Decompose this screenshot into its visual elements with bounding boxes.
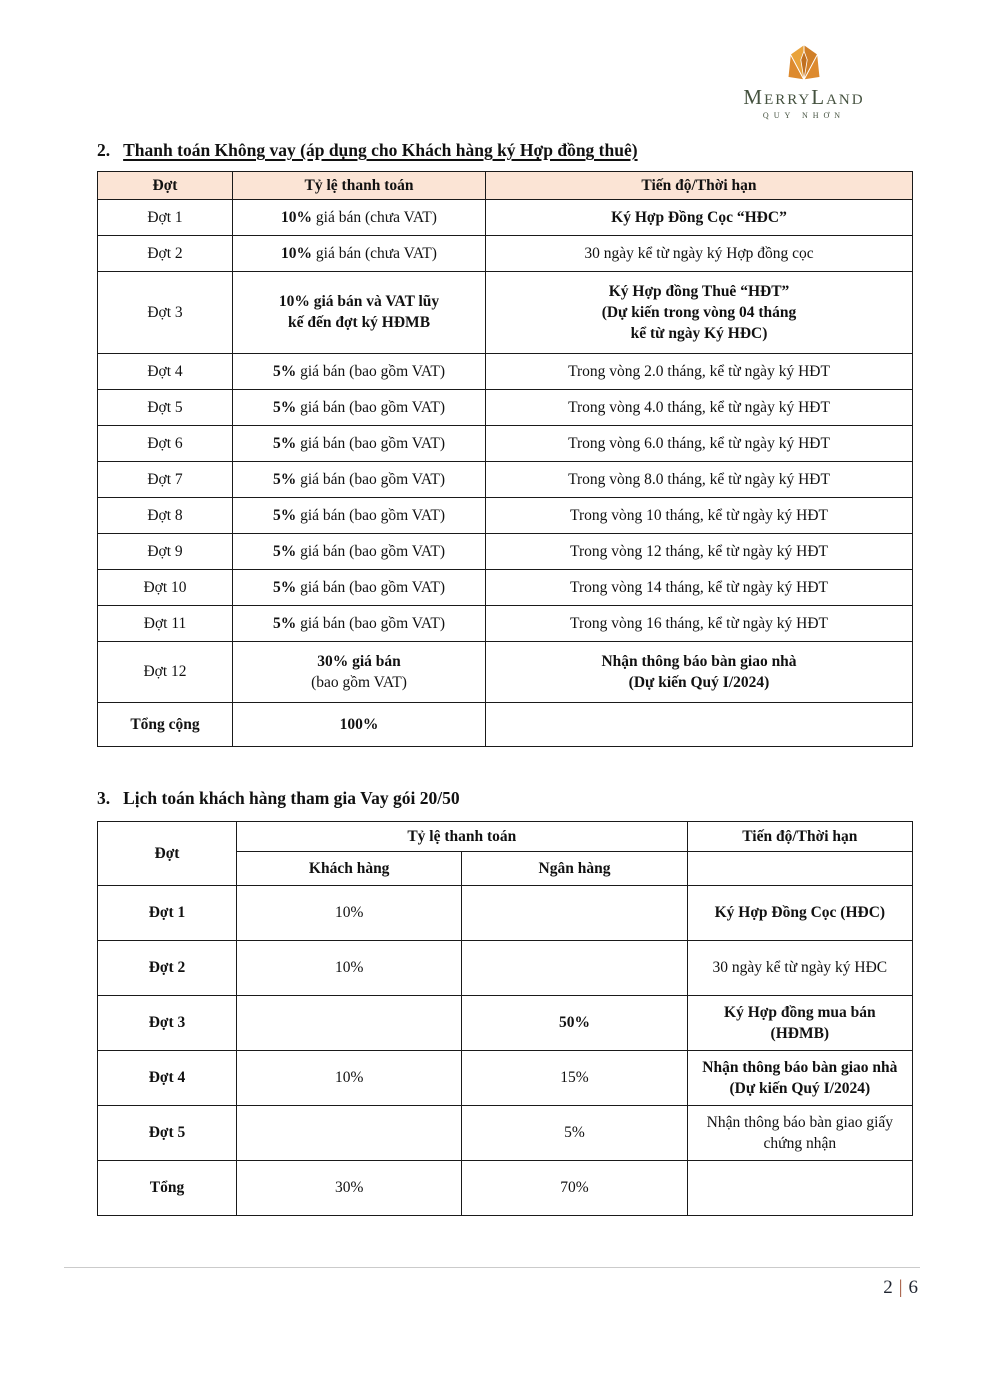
cell-progress: Ký Hợp Đồng Cọc “HĐC” — [486, 199, 913, 235]
page-total: 6 — [908, 1277, 918, 1298]
cell-progress: 30 ngày kể từ ngày ký Hợp đồng cọc — [486, 235, 913, 271]
footer-divider — [64, 1267, 920, 1268]
cell-dot: Đợt 4 — [98, 353, 233, 389]
table-row — [98, 271, 913, 353]
cell-bank — [462, 885, 687, 940]
cell-progress: Trong vòng 16 tháng, kể từ ngày ký HĐT — [486, 605, 913, 641]
header-cell-progress: Tiến độ/Thời hạn — [486, 171, 913, 199]
cell-progress: Ký Hợp đồng mua bán (HĐMB) — [687, 995, 912, 1050]
cell-dot: Đợt 1 — [98, 199, 233, 235]
table-row — [98, 389, 913, 425]
cell-progress: Trong vòng 10 tháng, kể từ ngày ký HĐT — [486, 497, 913, 533]
cell-dot: Đợt 9 — [98, 533, 233, 569]
page-number — [883, 1277, 918, 1299]
payment-table-loan-2050 — [97, 821, 913, 1216]
cell-customer: 10% — [237, 885, 462, 940]
cell-progress: Trong vòng 8.0 tháng, kể từ ngày ký HĐT — [486, 461, 913, 497]
cell-progress: Nhận thông báo bàn giao nhà (Dự kiến Quý I/2024) — [486, 641, 913, 702]
cell-progress: Trong vòng 12 tháng, kể từ ngày ký HĐT — [486, 533, 913, 569]
cell-bank — [462, 940, 687, 995]
cell-dot: Đợt 4 — [98, 1050, 237, 1105]
header-cell-progress: Tiến độ/Thời hạn — [687, 821, 912, 851]
cell-dot: Đợt 2 — [98, 235, 233, 271]
cell-rate: 5% giá bán (bao gồm VAT) — [233, 353, 486, 389]
cell-customer: 10% — [237, 940, 462, 995]
cell-bank: 15% — [462, 1050, 687, 1105]
table-header-row — [98, 821, 913, 851]
cell-progress: Ký Hợp đồng Thuê “HĐT” (Dự kiến trong vòng 04 tháng kể từ ngày Ký HĐC) — [486, 271, 913, 353]
cell-dot: Tổng — [98, 1160, 237, 1215]
cell-dot: Đợt 10 — [98, 569, 233, 605]
header-cell-dot: Đợt — [98, 171, 233, 199]
cell-progress: Nhận thông báo bàn giao giấy chứng nhận — [687, 1105, 912, 1160]
table-total-row — [98, 702, 913, 746]
cell-rate: 10% giá bán và VAT lũy kế đến đợt ký HĐMB — [233, 271, 486, 353]
table-row — [98, 641, 913, 702]
merryland-fan-icon — [780, 42, 828, 84]
cell-dot: Đợt 6 — [98, 425, 233, 461]
cell-progress — [687, 1160, 912, 1215]
cell-progress: Trong vòng 6.0 tháng, kể từ ngày ký HĐT — [486, 425, 913, 461]
section2-number: 2. — [97, 140, 111, 160]
cell-rate: 5% giá bán (bao gồm VAT) — [233, 497, 486, 533]
table-row — [98, 940, 913, 995]
header-cell-customer: Khách hàng — [237, 851, 462, 885]
header-cell-empty — [687, 851, 912, 885]
cell-progress: Trong vòng 14 tháng, kể từ ngày ký HĐT — [486, 569, 913, 605]
table-row — [98, 461, 913, 497]
cell-progress: Nhận thông báo bàn giao nhà (Dự kiến Quý I/2024) — [687, 1050, 912, 1105]
cell-rate: 5% giá bán (bao gồm VAT) — [233, 389, 486, 425]
cell-customer: 10% — [237, 1050, 462, 1105]
table-row — [98, 1105, 913, 1160]
header-cell-rate: Tỷ lệ thanh toán — [233, 171, 486, 199]
cell-rate: 10% giá bán (chưa VAT) — [233, 235, 486, 271]
table-row — [98, 569, 913, 605]
payment-table-no-loan — [97, 171, 913, 747]
table-row — [98, 425, 913, 461]
table-row — [98, 497, 913, 533]
cell-bank: 5% — [462, 1105, 687, 1160]
section3-title — [97, 788, 913, 810]
cell-dot: Đợt 8 — [98, 497, 233, 533]
table-row — [98, 199, 913, 235]
cell-dot: Đợt 7 — [98, 461, 233, 497]
section3-heading-text: Lịch toán khách hàng tham gia Vay gói 20/50 — [123, 787, 460, 808]
table-row — [98, 533, 913, 569]
cell-progress: 30 ngày kể từ ngày ký HĐC — [687, 940, 912, 995]
cell-dot: Đợt 3 — [98, 271, 233, 353]
table-header-row — [98, 171, 913, 199]
cell-rate: 5% giá bán (bao gồm VAT) — [233, 605, 486, 641]
header-cell-rate-group: Tỷ lệ thanh toán — [237, 821, 688, 851]
logo-subtitle-text: QUY NHƠN — [762, 111, 846, 121]
cell-dot: Đợt 5 — [98, 1105, 237, 1160]
cell-dot: Đợt 12 — [98, 641, 233, 702]
page-separator: | — [898, 1277, 903, 1298]
cell-bank: 50% — [462, 995, 687, 1050]
cell-dot: Đợt 3 — [98, 995, 237, 1050]
cell-customer: 30% — [237, 1160, 462, 1215]
header-cell-dot: Đợt — [98, 821, 237, 885]
cell-progress: Trong vòng 2.0 tháng, kể từ ngày ký HĐT — [486, 353, 913, 389]
cell-progress: Trong vòng 4.0 tháng, kể từ ngày ký HĐT — [486, 389, 913, 425]
table-total-row — [98, 1160, 913, 1215]
cell-dot: Đợt 11 — [98, 605, 233, 641]
page-current: 2 — [883, 1277, 893, 1298]
header-cell-bank: Ngân hàng — [462, 851, 687, 885]
section3-number: 3. — [97, 787, 111, 808]
cell-rate: 5% giá bán (bao gồm VAT) — [233, 533, 486, 569]
cell-rate: 30% giá bán (bao gồm VAT) — [233, 641, 486, 702]
cell-customer — [237, 1105, 462, 1160]
cell-rate: 5% giá bán (bao gồm VAT) — [233, 461, 486, 497]
table-row — [98, 995, 913, 1050]
table-row — [98, 605, 913, 641]
cell-dot: Đợt 2 — [98, 940, 237, 995]
logo-brand-text: MerryLand — [743, 85, 865, 109]
cell-rate: 5% giá bán (bao gồm VAT) — [233, 569, 486, 605]
cell-dot: Tổng cộng — [98, 702, 233, 746]
cell-dot: Đợt 1 — [98, 885, 237, 940]
section2-heading-text: Thanh toán Không vay (áp dụng cho Khách hàng ký Hợp đồng thuê) — [123, 140, 638, 160]
cell-progress: Ký Hợp Đồng Cọc (HĐC) — [687, 885, 912, 940]
merryland-logo — [714, 42, 894, 120]
cell-progress — [486, 702, 913, 746]
section2-title — [97, 140, 913, 162]
cell-rate: 10% giá bán (chưa VAT) — [233, 199, 486, 235]
cell-dot: Đợt 5 — [98, 389, 233, 425]
table-row — [98, 1050, 913, 1105]
table-row — [98, 885, 913, 940]
table-row — [98, 353, 913, 389]
cell-customer — [237, 995, 462, 1050]
document-content — [97, 140, 913, 1216]
cell-rate: 100% — [233, 702, 486, 746]
cell-bank: 70% — [462, 1160, 687, 1215]
cell-rate: 5% giá bán (bao gồm VAT) — [233, 425, 486, 461]
table-row — [98, 235, 913, 271]
